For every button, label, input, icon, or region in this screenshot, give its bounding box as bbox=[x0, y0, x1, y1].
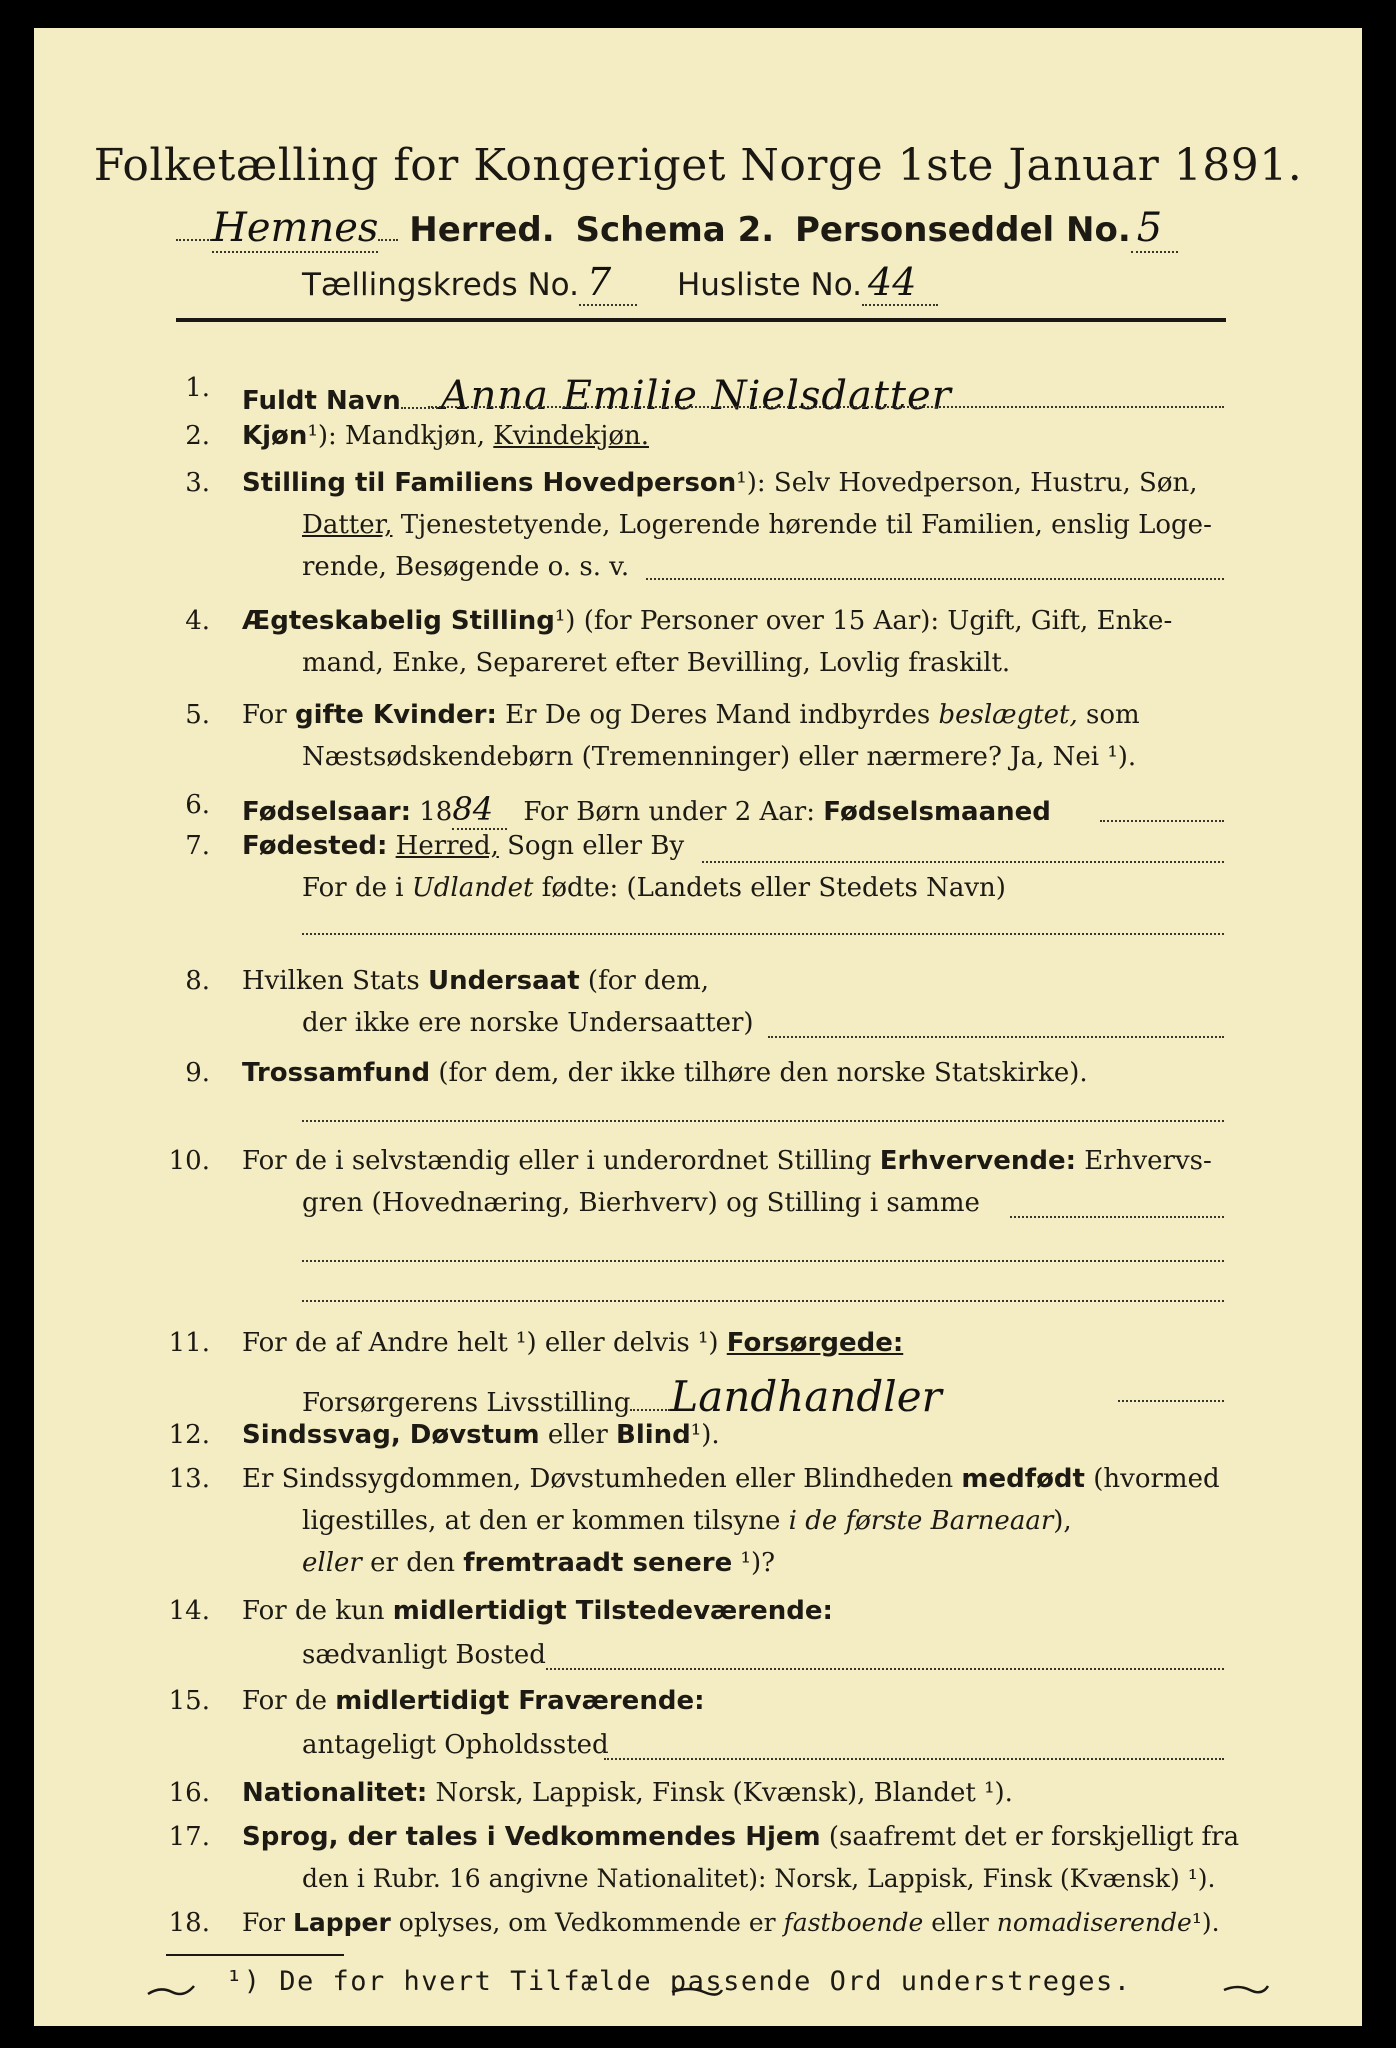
q10-text1a: For de i selvstændig eller i underordnet Stilling bbox=[242, 1146, 872, 1176]
q17-label: Sprog, der tales i Vedkommendes Hjem bbox=[242, 1822, 821, 1852]
q10-row2 bbox=[302, 1188, 980, 1218]
q9-number: 9. bbox=[185, 1058, 210, 1088]
q3-selected: Datter, bbox=[302, 510, 393, 540]
q2-row bbox=[242, 421, 649, 451]
q7-text2b: Udlandet bbox=[411, 873, 534, 903]
q18-text3: fastboende bbox=[783, 1908, 924, 1937]
q16-number: 16. bbox=[168, 1778, 210, 1808]
q17-number: 17. bbox=[168, 1822, 210, 1852]
q13-text2b: i de første Barneaar bbox=[788, 1506, 1054, 1536]
q4-row1 bbox=[242, 606, 1172, 636]
q6-number: 6. bbox=[185, 790, 210, 820]
q18-text4: eller bbox=[931, 1908, 989, 1937]
q11-row1 bbox=[242, 1328, 903, 1358]
q3-row1 bbox=[242, 468, 1198, 498]
q14-row2 bbox=[302, 1640, 546, 1670]
q2-label: Kjøn bbox=[242, 421, 308, 451]
q4-row2 bbox=[302, 648, 1010, 678]
q12-text: eller bbox=[547, 1420, 608, 1450]
q15-label: midlertidigt Fraværende: bbox=[335, 1686, 705, 1716]
q5-row1 bbox=[242, 700, 1140, 730]
q5-label-pre: For bbox=[242, 700, 287, 730]
birth-year-value: 84 bbox=[452, 790, 507, 830]
q1-row bbox=[242, 373, 952, 419]
flourish-center bbox=[670, 1982, 724, 1998]
q11-text2: Forsørgerens Livsstilling bbox=[302, 1388, 631, 1418]
q4-sup: ¹) bbox=[554, 606, 576, 636]
q13-text2a: ligestilles, at den er kommen tilsyne bbox=[302, 1506, 781, 1536]
q3-label: Stilling til Familiens Hovedperson bbox=[242, 468, 737, 498]
footnote: ¹) De for hvert Tilfælde passende Ord understreges. bbox=[226, 1966, 1132, 1997]
q11-label: Forsørgede: bbox=[726, 1328, 904, 1358]
q17-text1: (saafremt det er forskjelligt fra bbox=[828, 1822, 1240, 1852]
q13-text1a: Er Sindssygdommen, Døvstumheden eller Blindheden bbox=[242, 1464, 954, 1494]
q13-text3c: ¹)? bbox=[740, 1548, 776, 1578]
q7-text2a: For de i bbox=[302, 873, 404, 903]
q15-row2 bbox=[302, 1730, 609, 1760]
q12-label2: Blind bbox=[616, 1420, 691, 1450]
q5-text1c: som bbox=[1086, 700, 1140, 730]
q11-text1: For de af Andre helt ¹) eller delvis ¹) bbox=[242, 1328, 719, 1358]
herred-value: Hemnes bbox=[212, 205, 379, 251]
q12-label: Sindssvag, Døvstum bbox=[242, 1420, 540, 1450]
husliste-label: Husliste No. bbox=[676, 267, 863, 303]
q3-text1: Selv Hovedperson, Hustru, Søn, bbox=[773, 468, 1198, 498]
q18-text2: oplyses, om Vedkommende er bbox=[398, 1908, 776, 1937]
q3-text3: rende, Besøgende o. s. v. bbox=[302, 552, 630, 582]
q4-text1: (for Personer over 15 Aar): Ugift, Gift, Enke- bbox=[583, 606, 1173, 636]
q16-row bbox=[242, 1778, 1013, 1808]
q2-options: Mandkjøn, bbox=[345, 421, 486, 451]
q14-text1: For de kun bbox=[242, 1596, 385, 1626]
q5-number: 5. bbox=[185, 700, 210, 730]
q8-row1 bbox=[242, 966, 709, 996]
q13-number: 13. bbox=[168, 1464, 210, 1494]
q12-end: ¹). bbox=[690, 1420, 720, 1450]
flourish-right bbox=[1222, 1980, 1270, 2000]
q6-row bbox=[242, 790, 1051, 828]
form-title: Folketælling for Kongeriget Norge 1ste Januar 1891. bbox=[93, 140, 1303, 191]
q10-row1 bbox=[242, 1146, 1212, 1176]
q14-label: midlertidigt Tilstedeværende: bbox=[392, 1596, 833, 1626]
q12-number: 12. bbox=[168, 1420, 210, 1450]
q4-number: 4. bbox=[185, 606, 210, 636]
q7-number: 7. bbox=[185, 831, 210, 861]
q2-selected: Kvindekjøn. bbox=[493, 421, 649, 451]
q15-number: 15. bbox=[168, 1686, 210, 1716]
q13-row1 bbox=[242, 1464, 1220, 1494]
q5-row2 bbox=[302, 742, 1136, 772]
q7-text1: Sogn eller By bbox=[507, 831, 685, 861]
q15-row1 bbox=[242, 1686, 704, 1716]
q18-text6: ¹). bbox=[1191, 1908, 1220, 1937]
q5-text1a: Er De og Deres Mand indbyrdes bbox=[505, 700, 931, 730]
q11-row2 bbox=[302, 1372, 942, 1421]
q4-label: Ægteskabelig Stilling bbox=[242, 606, 555, 636]
q10-text1b: Erhvervs- bbox=[1084, 1146, 1212, 1176]
q10-label: Erhvervende: bbox=[879, 1146, 1077, 1176]
q2-number: 2. bbox=[185, 421, 210, 451]
q8-number: 8. bbox=[185, 966, 210, 996]
q7-row1 bbox=[242, 831, 684, 861]
q10-text2: gren (Hovednæring, Bierhverv) og Stilling i samme bbox=[302, 1188, 980, 1218]
q15-text1: For de bbox=[242, 1686, 327, 1716]
q7-text2c: fødte: (Landets eller Stedets Navn) bbox=[541, 873, 1006, 903]
full-name-value: Anna Emilie Nielsdatter bbox=[440, 373, 952, 419]
q9-text: (for dem, der ikke tilhøre den norske Statskirke). bbox=[438, 1058, 1088, 1088]
q3-row2 bbox=[302, 510, 1212, 540]
census-form bbox=[34, 28, 1362, 2026]
q5-label: gifte Kvinder: bbox=[294, 700, 497, 730]
schema-label: Schema 2. bbox=[575, 210, 775, 250]
q8-label: Undersaat bbox=[427, 966, 580, 996]
q8-text1b: (for dem, bbox=[587, 966, 709, 996]
kreds-row bbox=[302, 260, 938, 304]
q13-text3b: er den bbox=[370, 1548, 455, 1578]
husliste-value: 44 bbox=[862, 260, 938, 306]
kreds-value: 7 bbox=[579, 260, 637, 306]
q8-text1a: Hvilken Stats bbox=[242, 966, 420, 996]
q18-label: Lapper bbox=[292, 1908, 391, 1937]
q5-text1b: beslægtet, bbox=[938, 700, 1078, 730]
q14-text2: sædvanligt Bosted bbox=[302, 1640, 546, 1670]
q18-text5: nomadiserende bbox=[996, 1908, 1192, 1937]
q6-label: Fødselsaar: bbox=[242, 797, 411, 827]
q14-row1 bbox=[242, 1596, 833, 1626]
q7-row2 bbox=[302, 873, 1006, 903]
q10-number: 10. bbox=[168, 1146, 210, 1176]
q6-label2: Fødselsmaaned bbox=[823, 797, 1051, 827]
q13-row3 bbox=[302, 1548, 775, 1578]
q1-number: 1. bbox=[185, 373, 210, 403]
personseddel-label: Personseddel No. bbox=[794, 210, 1131, 250]
q7-selected: Herred, bbox=[395, 831, 499, 861]
q13-label2: fremtraadt senere bbox=[463, 1548, 733, 1578]
kreds-label: Tællingskreds No. bbox=[302, 267, 579, 303]
q8-row2 bbox=[302, 1008, 754, 1038]
q14-number: 14. bbox=[168, 1596, 210, 1626]
herred-label: Herred. bbox=[409, 210, 555, 250]
q3-text2: Tjenestetyende, Logerende hørende til Familien, enslig Loge- bbox=[400, 510, 1212, 540]
q3-sup: ¹): bbox=[736, 468, 766, 498]
q3-row3 bbox=[302, 552, 629, 582]
herred-row bbox=[176, 205, 1178, 251]
q9-row bbox=[242, 1058, 1088, 1088]
q15-text2: antageligt Opholdssted bbox=[302, 1730, 609, 1760]
q18-row bbox=[242, 1908, 1220, 1937]
q2-sup: ¹): bbox=[307, 421, 337, 451]
q12-row bbox=[242, 1420, 720, 1450]
q13-label: medfødt bbox=[961, 1464, 1085, 1494]
q9-label: Trossamfund bbox=[242, 1058, 431, 1088]
q6-year-prefix: 18 bbox=[419, 797, 453, 827]
q11-number: 11. bbox=[168, 1328, 210, 1358]
personseddel-value: 5 bbox=[1131, 205, 1178, 253]
q13-row2 bbox=[302, 1506, 1072, 1536]
q18-number: 18. bbox=[168, 1908, 210, 1938]
q13-text2c: ), bbox=[1053, 1506, 1072, 1536]
q8-text2: der ikke ere norske Undersaatter) bbox=[302, 1008, 754, 1038]
provider-occupation-value: Landhandler bbox=[670, 1372, 942, 1421]
q17-row1 bbox=[242, 1822, 1239, 1852]
q13-text3a: eller bbox=[302, 1548, 362, 1578]
q16-text: Norsk, Lappisk, Finsk (Kvænsk), Blandet ¹). bbox=[435, 1778, 1013, 1808]
q5-text2: Næstsødskendebørn (Tremenninger) eller nærmere? Ja, Nei ¹). bbox=[302, 742, 1137, 772]
q17-row2 bbox=[302, 1864, 1215, 1893]
q1-label: Fuldt Navn bbox=[242, 386, 401, 416]
q4-text2: mand, Enke, Separeret efter Bevilling, Lovlig fraskilt. bbox=[302, 648, 1011, 678]
q3-number: 3. bbox=[185, 468, 210, 498]
q17-text2: den i Rubr. 16 angivne Nationalitet): Norsk, Lappisk, Finsk (Kvænsk) ¹). bbox=[302, 1864, 1216, 1893]
q18-text1: For bbox=[242, 1908, 285, 1937]
header-rule bbox=[176, 318, 1226, 322]
q6-text: For Børn under 2 Aar: bbox=[523, 797, 815, 827]
flourish-left bbox=[146, 1980, 196, 2000]
q16-label: Nationalitet: bbox=[242, 1778, 428, 1808]
footnote-rule bbox=[166, 1954, 344, 1956]
q7-label: Fødested: bbox=[242, 831, 388, 861]
q13-text1b: (hvormed bbox=[1093, 1464, 1220, 1494]
